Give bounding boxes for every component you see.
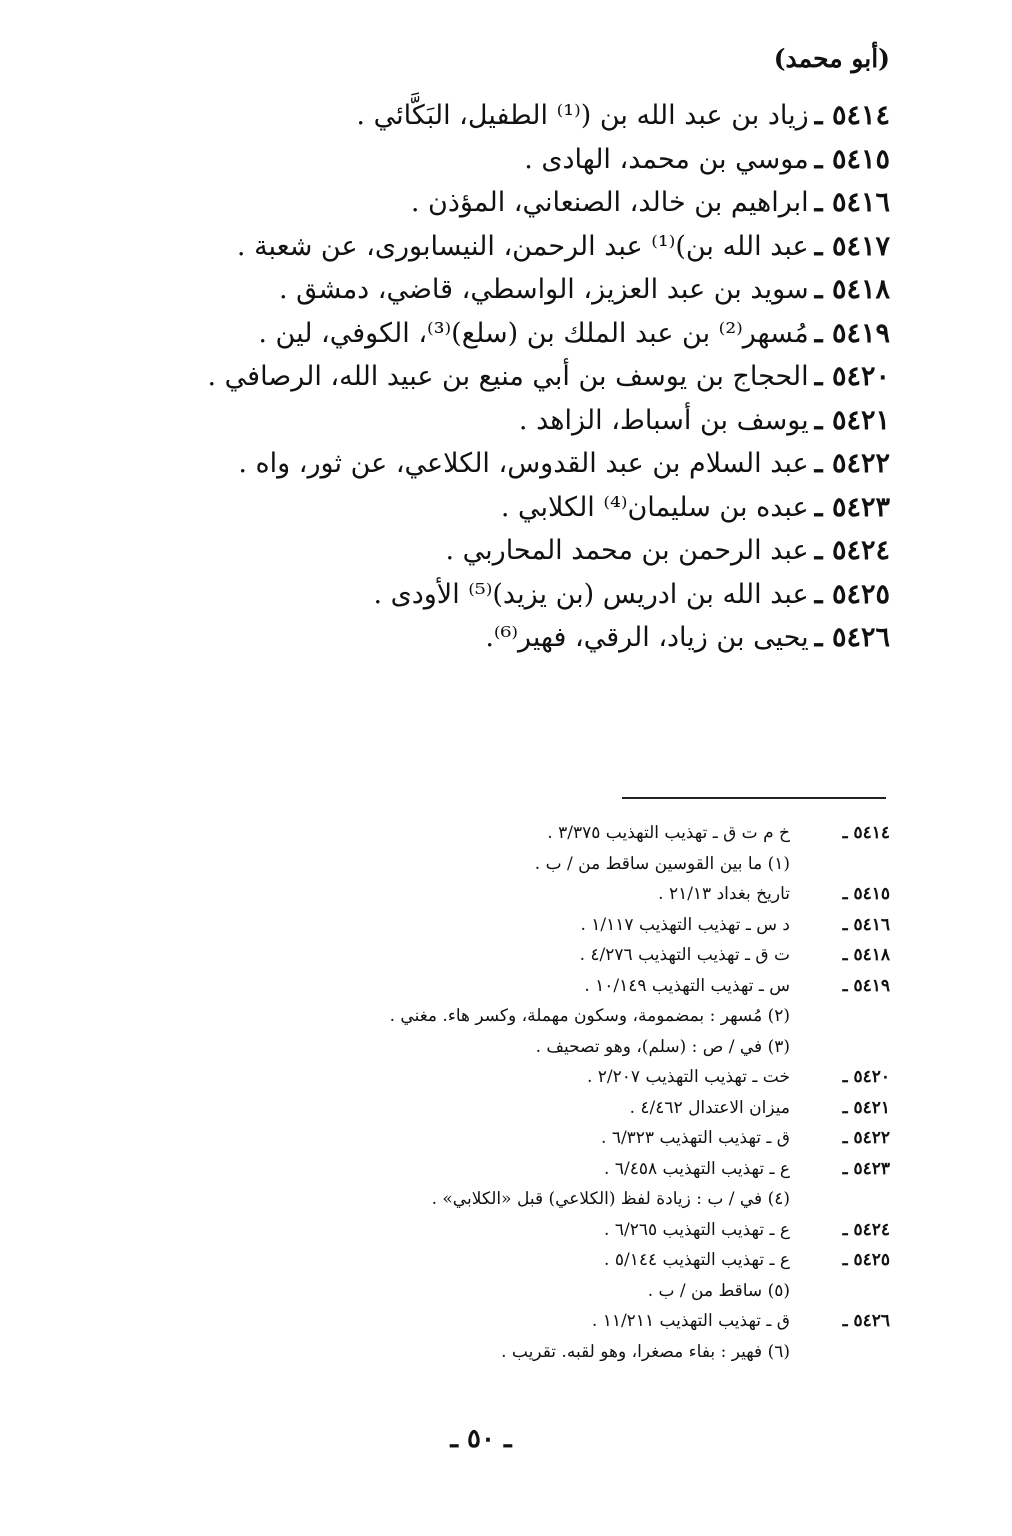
footnote-text: خت ـ تهذيب التهذيب ٢/٢٠٧ . bbox=[586, 1067, 790, 1087]
entry-text: عبد السلام بن عبد القدوس، الكلاعي، عن ثور، واه . bbox=[238, 448, 809, 479]
footnote-text: ميزان الاعتدال ٤/٤٦٢ . bbox=[629, 1097, 790, 1118]
footnote-ref: ٥٤٢٥ ـ bbox=[842, 1250, 890, 1270]
footnote-ref: ٥٤٢٣ ـ bbox=[842, 1158, 890, 1179]
entry-text: الحجاج بن يوسف بن أبي منيع بن عبيد الله، الرصافي . bbox=[207, 361, 809, 392]
footnote-ref: ٥٤٢٦ ـ bbox=[842, 1311, 890, 1331]
footnote-text: تاريخ بغداد ٢١/١٣ . bbox=[658, 884, 790, 904]
entries-list bbox=[130, 94, 890, 660]
footnote-line bbox=[210, 1032, 890, 1063]
footnote-line bbox=[210, 1001, 890, 1032]
entry bbox=[130, 573, 890, 617]
footnote-line bbox=[210, 1062, 890, 1093]
footnote-text: (٦) فهير : بفاء مصغرا، وهو لقبه. تقريب . bbox=[501, 1341, 790, 1362]
entry-number: ٥٤٢٢ ـ bbox=[814, 448, 890, 479]
entry-number: ٥٤١٤ ـ bbox=[814, 100, 890, 131]
footnote-line bbox=[210, 1154, 890, 1185]
footnote-text: ق ـ تهذيب التهذيب ٦/٣٢٣ . bbox=[601, 1128, 790, 1148]
footnote-line bbox=[210, 1306, 890, 1337]
footnote-line bbox=[210, 1245, 890, 1276]
footnote-ref: ٥٤١٥ ـ bbox=[842, 884, 890, 904]
entry bbox=[130, 312, 890, 356]
footnote-text: (٤) في / ب : زيادة لفظ (الكلاعي) قبل «الكلابي» . bbox=[431, 1189, 790, 1209]
entry-number: ٥٤٢٤ ـ bbox=[814, 535, 890, 566]
entry-number: ٥٤١٥ ـ bbox=[814, 143, 890, 175]
entry-text: سويد بن عبد العزيز، الواسطي، قاضي، دمشق . bbox=[278, 274, 809, 305]
entry-text: مُسهر⁽²⁾ بن عبد الملك بن (سلع)⁽³⁾، الكوفي، لين . bbox=[258, 317, 809, 349]
entry-number: ٥٤١٩ ـ bbox=[814, 317, 890, 349]
entry-text: ابراهيم بن خالد، الصنعاني، المؤذن . bbox=[410, 187, 809, 218]
footnote-text: (١) ما بين القوسين ساقط من / ب . bbox=[534, 853, 790, 874]
footnote-line bbox=[210, 971, 890, 1002]
entry-text: يوسف بن أسباط، الزاهد . bbox=[518, 404, 809, 436]
footnote-line bbox=[210, 1337, 890, 1368]
footnote-ref: ٥٤١٤ ـ bbox=[842, 823, 890, 843]
entry-number: ٥٤٢٣ ـ bbox=[814, 491, 890, 523]
footnote-ref: ٥٤١٨ ـ bbox=[842, 945, 890, 965]
entry bbox=[130, 225, 890, 269]
entry-text: موسي بن محمد، الهادى . bbox=[524, 143, 809, 175]
footnote-ref: ٥٤١٦ ـ bbox=[842, 914, 890, 935]
footnote-line bbox=[210, 879, 890, 910]
footnotes bbox=[210, 818, 890, 1367]
entry-number: ٥٤٢٠ ـ bbox=[814, 361, 890, 392]
footnote-text: د س ـ تهذيب التهذيب ١/١١٧ . bbox=[580, 914, 790, 935]
entry-text: عبد الله بن)⁽¹⁾ عبد الرحمن، النيسابورى، عن شعبة . bbox=[236, 230, 809, 262]
entry bbox=[130, 399, 890, 443]
footnote-ref: ٥٤٢١ ـ bbox=[842, 1097, 890, 1118]
footnote-text: خ م ت ق ـ تهذيب التهذيب ٣/٣٧٥ . bbox=[547, 823, 790, 843]
footnote-text: ع ـ تهذيب التهذيب ٦/٤٥٨ . bbox=[604, 1158, 790, 1179]
footnote-line bbox=[210, 940, 890, 971]
footnote-line bbox=[210, 849, 890, 880]
footnote-text: (٣) في / ص : (سلم)، وهو تصحيف . bbox=[535, 1036, 790, 1057]
entry bbox=[130, 138, 890, 182]
footnote-text: (٥) ساقط من / ب . bbox=[647, 1280, 790, 1301]
entry bbox=[130, 355, 890, 399]
entry-number: ٥٤٢١ ـ bbox=[814, 404, 890, 436]
entry bbox=[130, 616, 890, 660]
footnote-line bbox=[210, 1184, 890, 1215]
entry bbox=[130, 94, 890, 138]
footnote-line bbox=[210, 818, 890, 849]
entry bbox=[130, 268, 890, 312]
entry-number: ٥٤١٨ ـ bbox=[814, 274, 890, 305]
page-number: ـ ٥٠ ـ bbox=[450, 1424, 512, 1454]
entry-text: عبد الرحمن بن محمد المحاربي . bbox=[445, 535, 809, 566]
entry-number: ٥٤٢٥ ـ bbox=[814, 578, 890, 610]
footnote-ref: ٥٤٢٤ ـ bbox=[842, 1219, 890, 1240]
entry-text: عبده بن سليمان⁽⁴⁾ الكلابي . bbox=[500, 491, 809, 523]
entry bbox=[130, 529, 890, 573]
footnote-ref: ٥٤٢٠ ـ bbox=[842, 1067, 890, 1087]
entry-text: زياد بن عبد الله بن (⁽¹⁾ الطفيل، البَكَّائي . bbox=[356, 100, 809, 131]
entry bbox=[130, 181, 890, 225]
footnote-line bbox=[210, 910, 890, 941]
footnote-line bbox=[210, 1093, 890, 1124]
footnote-line bbox=[210, 1276, 890, 1307]
entry-number: ٥٤١٧ ـ bbox=[814, 230, 890, 262]
footnote-ref: ٥٤١٩ ـ bbox=[842, 975, 890, 996]
footnote-text: ع ـ تهذيب التهذيب ٦/٢٦٥ . bbox=[604, 1219, 790, 1240]
entry-text: يحيى بن زياد، الرقي، فهير⁽⁶⁾. bbox=[485, 622, 809, 653]
entry bbox=[130, 486, 890, 530]
footnote-text: ت ق ـ تهذيب التهذيب ٤/٢٧٦ . bbox=[579, 945, 790, 965]
footnote-text: (٢) مُسهر : بمضمومة، وسكون مهملة، وكسر هاء. مغني . bbox=[389, 1006, 790, 1026]
footnote-line bbox=[210, 1123, 890, 1154]
entry bbox=[130, 442, 890, 486]
running-header: (أبو محمد) bbox=[773, 44, 890, 73]
entry-number: ٥٤٢٦ ـ bbox=[814, 622, 890, 653]
footnote-ref: ٥٤٢٢ ـ bbox=[842, 1128, 890, 1148]
footnote-text: ق ـ تهذيب التهذيب ١١/٢١١ . bbox=[591, 1311, 790, 1331]
footnote-divider bbox=[622, 797, 886, 799]
footnote-line bbox=[210, 1215, 890, 1246]
footnote-text: س ـ تهذيب التهذيب ١٠/١٤٩ . bbox=[584, 975, 790, 996]
footnote-text: ع ـ تهذيب التهذيب ٥/١٤٤ . bbox=[604, 1250, 790, 1270]
entry-text: عبد الله بن ادريس (بن يزيد)⁽⁵⁾ الأودى . bbox=[373, 578, 809, 610]
entry-number: ٥٤١٦ ـ bbox=[814, 187, 890, 218]
